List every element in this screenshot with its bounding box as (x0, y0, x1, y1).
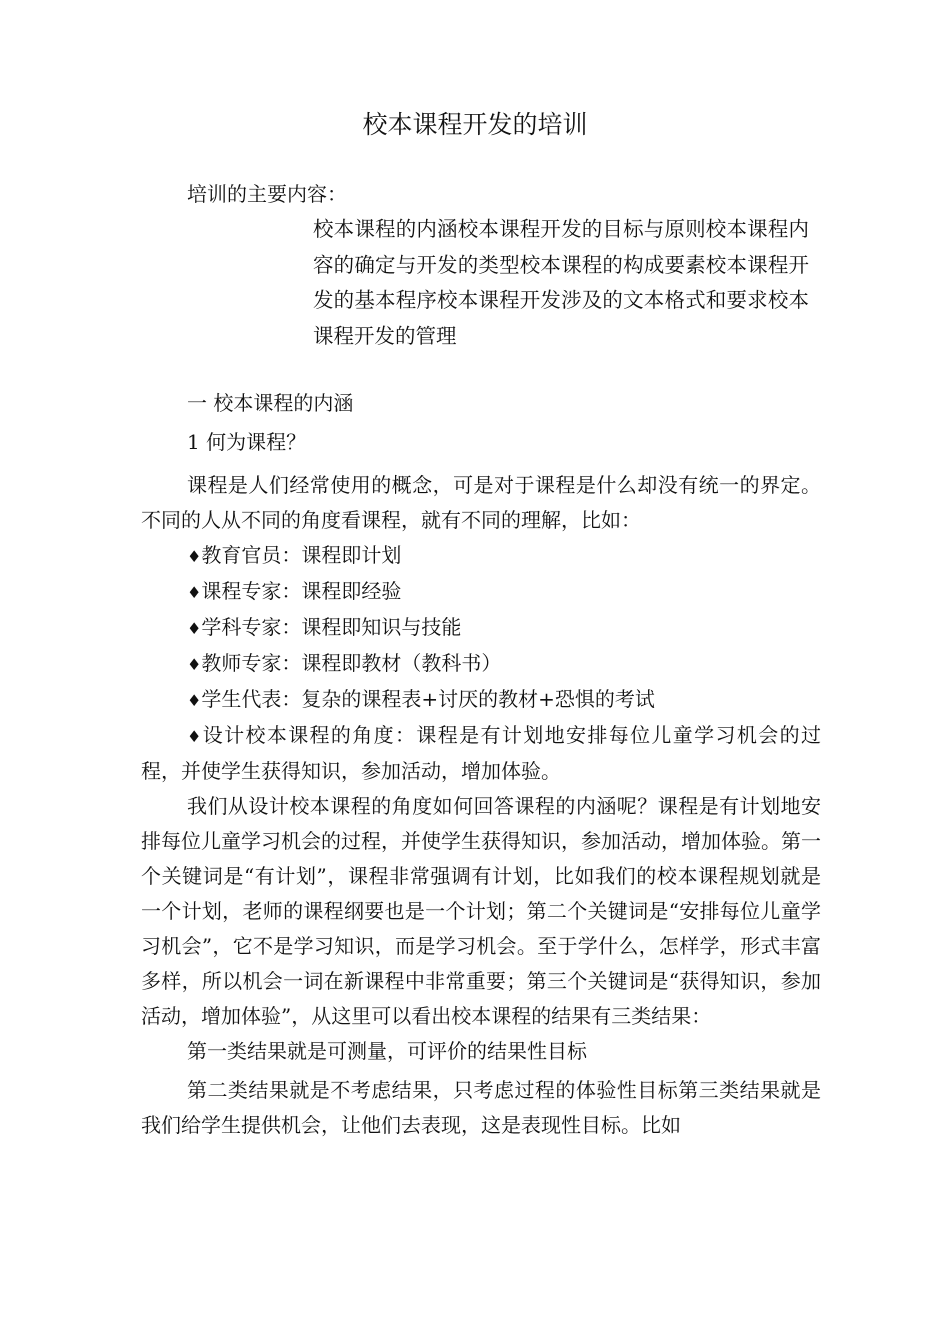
bullet-text: 设计校本课程的角度：课程是有计划地安排每位儿童学习机会的过程，并使学生获得知识，参加活动，增加体验。 (141, 723, 822, 783)
diamond-bullet-icon: ♦ (187, 583, 202, 602)
bullet-text: 教师专家：课程即教材（教科书） (201, 651, 502, 675)
paragraph: 我们从设计校本课程的角度如何回答课程的内涵呢？课程是有计划地安排每位儿童学习机会的过程，并使学生获得知识，参加活动，增加体验。第一个关键词是“有计划”，课程非常强调有计划，比如我们的校本课程规划就是一个计划，老师的课程纲要也是一个计划；第二个关键词是“安排每位儿童学习机会”，它不是学习知识，而是学习机会。至于学什么，怎样学，形式丰富多样，所以机会一词在新课程中非常重要；第三个关键词是“获得知识，参加活动，增加体验”，从这里可以看出校本课程的结果有三类结果： (141, 794, 821, 1028)
document-title: 校本课程开发的培训 (362, 110, 588, 139)
bullet-item (141, 718, 821, 789)
diamond-bullet-icon: ♦ (187, 547, 202, 566)
bullet-text: 学生代表：复杂的课程表+讨厌的教材+恐惧的考试 (201, 687, 655, 711)
paragraph: 第一类结果就是可测量，可评价的结果性目标 (187, 1039, 587, 1063)
bullet-text: 学科专家：课程即知识与技能 (201, 615, 462, 639)
section-heading: 一 校本课程的内涵 (187, 391, 354, 415)
toc-heading: 培训的主要内容： (187, 182, 347, 206)
bullet-text: 教育官员：课程即计划 (201, 543, 402, 567)
bullet-item (141, 538, 821, 574)
document-content (141, 386, 821, 1143)
diamond-bullet-icon: ♦ (187, 619, 202, 638)
diamond-bullet-icon: ♦ (187, 655, 202, 674)
bullet-item (141, 646, 821, 682)
paragraph: 第二类结果就是不考虑结果，只考虑过程的体验性目标第三类结果就是我们给学生提供机会，让他们去表现，这是表现性目标。比如 (141, 1078, 821, 1137)
sub-heading: 1 何为课程？ (187, 430, 307, 454)
bullet-text: 课程专家：课程即经验 (201, 579, 402, 603)
toc-body: 校本课程的内涵校本课程开发的目标与原则校本课程内容的确定与开发的类型校本课程的构成要素校本课程开发的基本程序校本课程开发涉及的文本格式和要求校本课程开发的管理 (313, 217, 809, 348)
diamond-bullet-icon: ♦ (187, 691, 202, 710)
paragraph: 课程是人们经常使用的概念，可是对于课程是什么却没有统一的界定。不同的人从不同的角度看课程，就有不同的理解，比如： (141, 473, 821, 532)
bullet-item (141, 682, 821, 718)
diamond-bullet-icon: ♦ (187, 727, 203, 746)
bullet-item (141, 574, 821, 610)
bullet-item (141, 610, 821, 646)
